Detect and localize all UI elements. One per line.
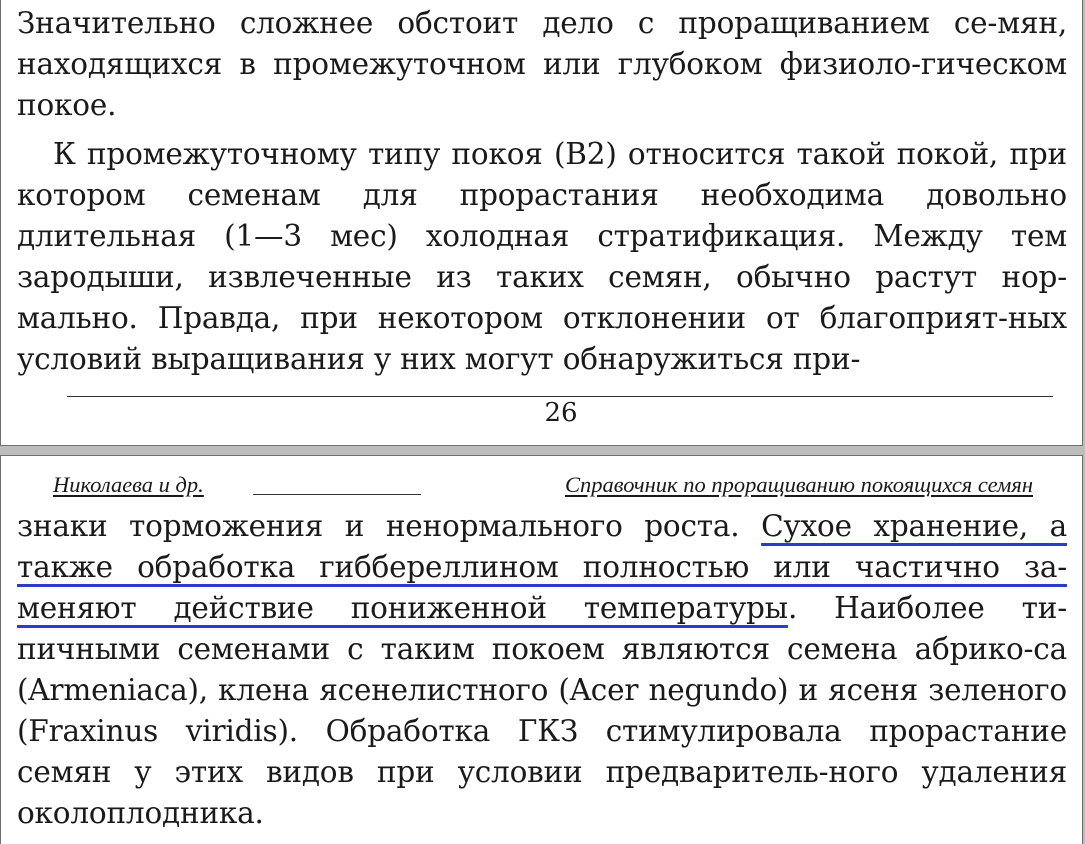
running-head — [53, 471, 1033, 499]
paragraph-intermediate-dormancy: К промежуточному типу покоя (В2) относится такой покой, при котором семенам для прорастания необходима довольно длительная (1—3 мес) холодная стратификация. Между тем зародыши, извлеченные из таких семян, обычно растут нор-мально. Правда, при некотором отклонении от благоприят-ных условий выращивания у них могут обнаружиться при- — [17, 137, 1067, 376]
highlighted-annotation[interactable]: Сухое хранение, а также обработка гиббереллином полностью или частично за-меняют действие пониженной температуры — [17, 509, 1067, 625]
page-number: 26 — [544, 398, 578, 428]
running-head-authors: Николаева и др. — [53, 472, 204, 497]
footer-rule — [67, 396, 1053, 397]
text-before-highlight: знаки торможения и ненормального роста. — [17, 509, 762, 543]
page-27-body — [17, 506, 1067, 834]
paragraph-continuation — [17, 506, 1067, 834]
running-head-title: Справочник по проращиванию покоящихся семян — [565, 472, 1033, 497]
running-head-rule — [253, 494, 421, 495]
page-26-body — [17, 3, 1067, 380]
paragraph-seed-dormancy-intro: Значительно сложнее обстоит дело с проращиванием се-мян, находящихся в промежуточном или глубоком физиоло-гическом покое. — [17, 6, 1067, 122]
text-after-highlight: . Наиболее ти-пичными семенами с таким покоем являются семена абрико-са (Armeniaca), клена ясенелистного (Acer negundo) и ясеня зеленого (Fraxinus viridis). Обработка ГКЗ стимулировала прорастание семян у этих видов при условии предваритель-ного удаления околоплодника. — [17, 591, 1067, 830]
page-27 — [0, 455, 1083, 844]
